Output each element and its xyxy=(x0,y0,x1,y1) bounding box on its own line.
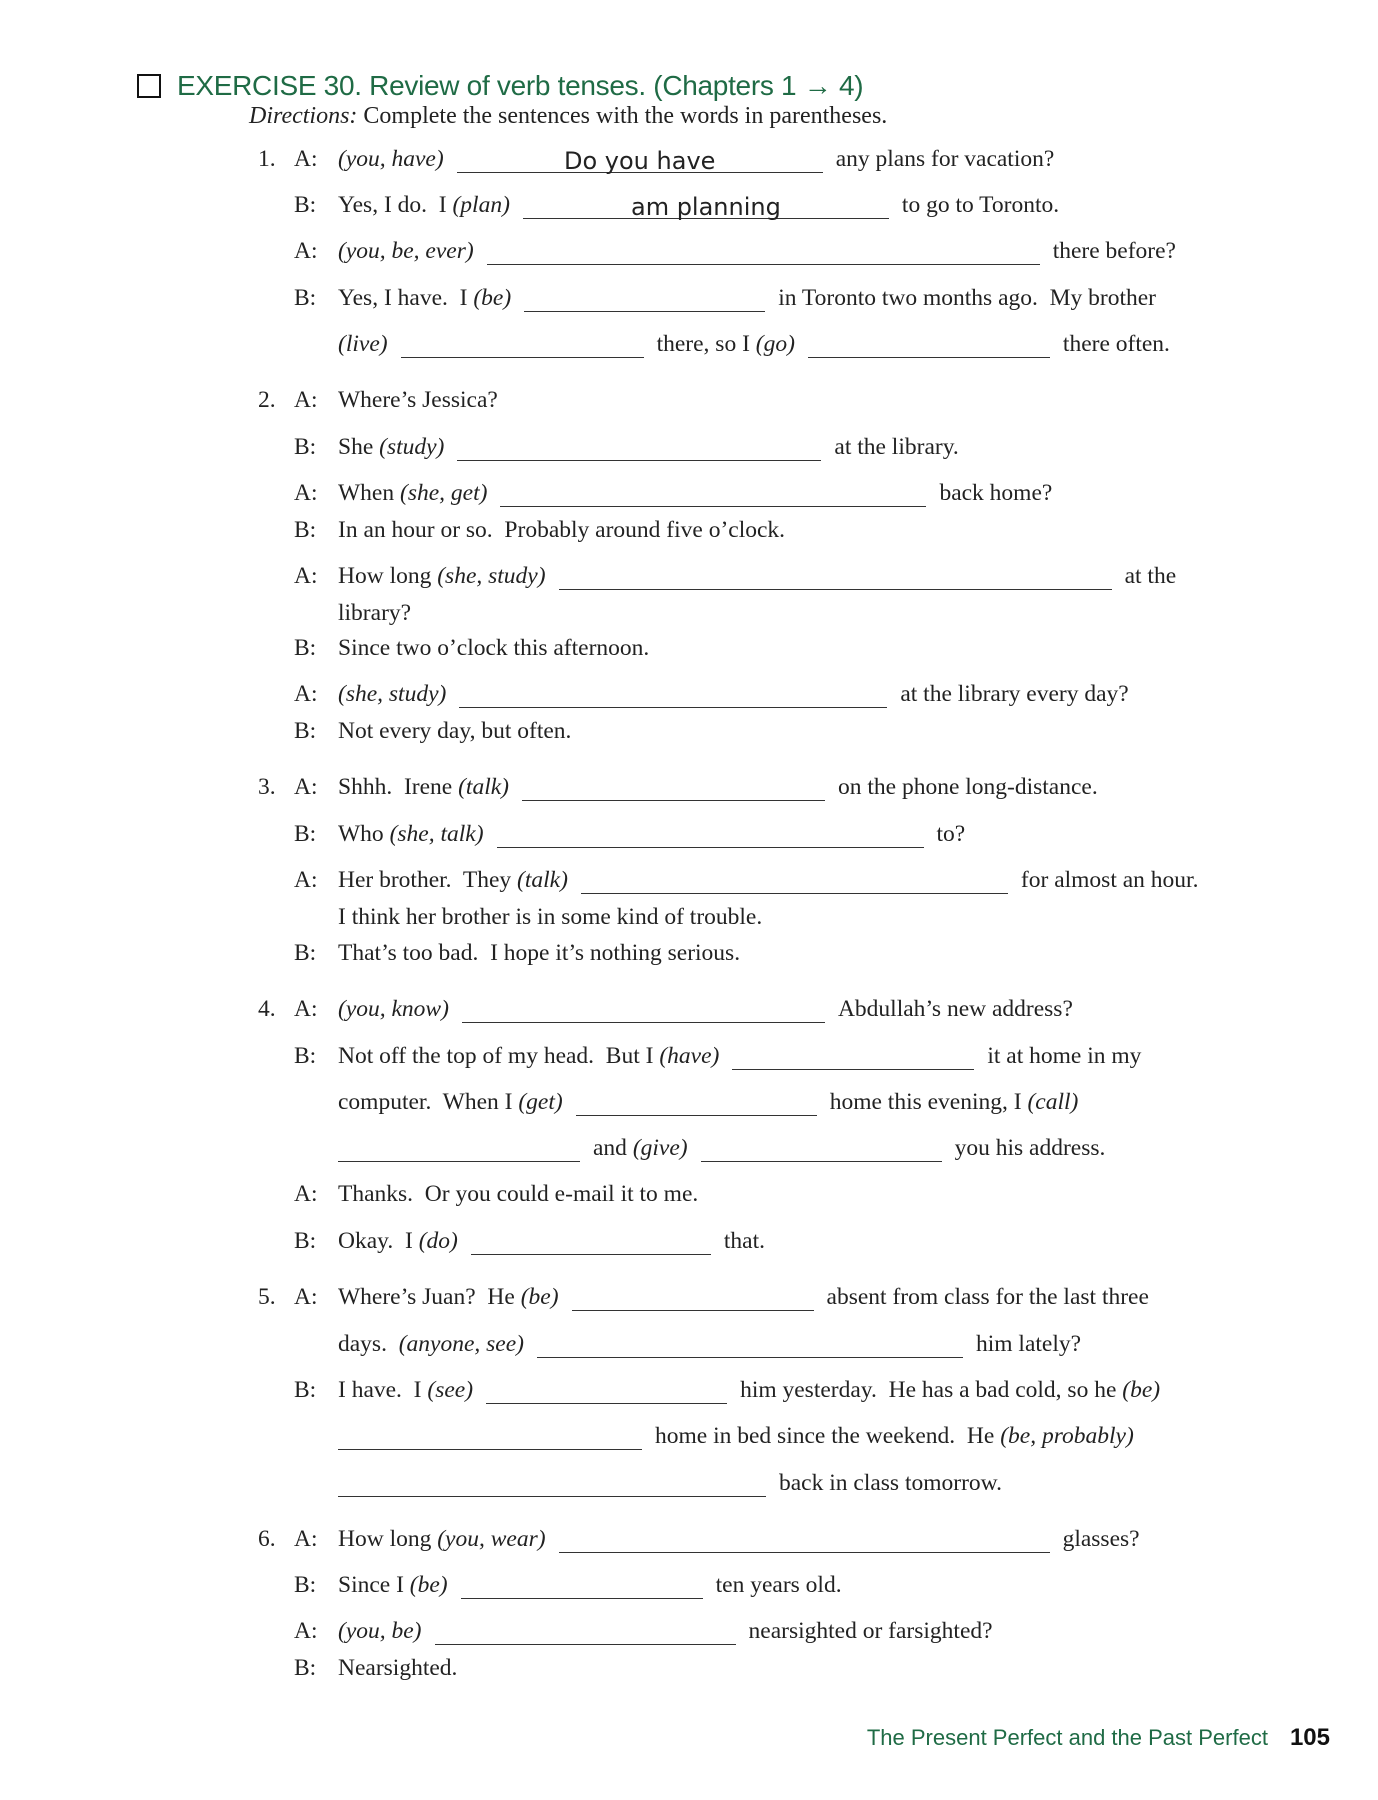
sentence-text: absent from class for the last three xyxy=(826,1284,1149,1310)
verb-cue: (you, wear) xyxy=(437,1526,546,1552)
sentence-text: him lately? xyxy=(975,1331,1082,1357)
verb-cue: (be) xyxy=(520,1284,559,1310)
exercise-line xyxy=(0,1088,1378,1118)
verb-cue: (you, be, ever) xyxy=(338,238,474,264)
line-content xyxy=(338,1421,1134,1450)
speaker-label: A: xyxy=(294,563,318,589)
answer-blank[interactable] xyxy=(581,865,1008,894)
page-footer xyxy=(867,1724,1330,1752)
directions-label: Directions: xyxy=(249,103,358,129)
sentence-text: How long xyxy=(338,1526,438,1552)
sentence-text: In an hour or so. Probably around five o’clock. xyxy=(338,517,786,543)
line-content xyxy=(338,517,785,544)
verb-cue: (study) xyxy=(379,434,445,460)
line-content xyxy=(338,144,1054,173)
verb-cue: (she, get) xyxy=(400,480,488,506)
exercise-line xyxy=(0,1227,1378,1257)
chapter-title: The Present Perfect and the Past Perfect xyxy=(866,1725,1268,1750)
sentence-text: Since two o’clock this afternoon. xyxy=(338,635,650,661)
sentence-text: Okay. I xyxy=(338,1228,419,1254)
answer-blank[interactable] xyxy=(486,1375,727,1404)
verb-cue: (go) xyxy=(755,331,795,357)
sentence-text: Since I xyxy=(338,1572,410,1598)
exercise-line xyxy=(0,717,1378,747)
exercise-line xyxy=(0,237,1378,267)
checkbox-icon xyxy=(137,74,161,98)
line-content xyxy=(338,994,1073,1023)
exercise-line xyxy=(0,939,1378,969)
speaker-label: B: xyxy=(294,1228,317,1254)
answer-blank[interactable] xyxy=(457,432,821,461)
sentence-text: there before? xyxy=(1052,238,1176,264)
answer-blank[interactable] xyxy=(461,1570,703,1599)
speaker-label: A: xyxy=(294,238,318,264)
sentence-text: nearsighted or farsighted? xyxy=(748,1618,993,1644)
verb-cue: (talk) xyxy=(517,867,568,893)
answer-blank[interactable] xyxy=(537,1329,963,1358)
exercise-line xyxy=(0,1180,1378,1210)
answer-blank[interactable] xyxy=(522,772,825,801)
sentence-text: for almost an hour. xyxy=(1020,867,1199,893)
verb-cue: (give) xyxy=(632,1135,688,1161)
answer-blank[interactable] xyxy=(459,679,887,708)
sentence-text: him yesterday. He has a bad cold, so he xyxy=(740,1377,1123,1403)
sentence-text: She xyxy=(338,434,380,460)
verb-cue: (do) xyxy=(418,1228,458,1254)
answer-blank[interactable] xyxy=(338,1468,766,1497)
sentence-text: that. xyxy=(723,1228,765,1254)
answer-blank[interactable] xyxy=(487,236,1040,265)
sentence-text: it at home in my xyxy=(987,1043,1142,1069)
sentence-text: back in class tomorrow. xyxy=(779,1470,1002,1496)
line-content xyxy=(338,432,959,461)
exercise-line xyxy=(0,820,1378,850)
exercise-line xyxy=(0,284,1378,314)
answer-blank[interactable] xyxy=(523,190,889,219)
exercise-line xyxy=(0,433,1378,463)
sentence-text: Where’s Jessica? xyxy=(338,387,498,413)
page-number: 105 xyxy=(1289,1724,1330,1751)
speaker-label: A: xyxy=(294,774,318,800)
exercise-line xyxy=(0,866,1378,896)
line-content xyxy=(338,329,1170,358)
line-content xyxy=(338,478,1052,507)
verb-cue: (she, study) xyxy=(437,563,546,589)
item-number: 3. xyxy=(258,774,276,800)
verb-cue: (be, probably) xyxy=(1000,1423,1134,1449)
line-content xyxy=(338,1570,842,1599)
exercise-line xyxy=(0,1042,1378,1072)
exercise-line xyxy=(0,773,1378,803)
sentence-text: home this evening, I xyxy=(829,1089,1028,1115)
answer-blank[interactable] xyxy=(701,1133,942,1162)
sentence-text: Who xyxy=(338,821,390,847)
speaker-label: A: xyxy=(294,146,318,172)
verb-cue: (have) xyxy=(659,1043,720,1069)
speaker-label: B: xyxy=(294,1655,317,1681)
answer-blank[interactable] xyxy=(572,1282,814,1311)
answer-blank[interactable] xyxy=(576,1087,817,1116)
line-content xyxy=(338,1524,1140,1553)
sentence-text: How long xyxy=(338,563,438,589)
line-content xyxy=(338,635,649,662)
answer-blank[interactable] xyxy=(524,283,765,312)
item-number: 4. xyxy=(258,996,276,1022)
speaker-label: B: xyxy=(294,635,317,661)
exercise-header xyxy=(137,70,863,102)
sentence-text: Her brother. They xyxy=(338,867,518,893)
verb-cue: (be) xyxy=(1122,1377,1161,1403)
sentence-text: at the library every day? xyxy=(900,681,1129,707)
line-content xyxy=(338,1133,1105,1162)
line-content xyxy=(338,679,1129,708)
sentence-text: Where’s Juan? He xyxy=(338,1284,521,1310)
sentence-text: ten years old. xyxy=(715,1572,842,1598)
exercise-line xyxy=(0,386,1378,416)
answer-blank[interactable] xyxy=(559,561,1112,590)
sentence-text: you his address. xyxy=(954,1135,1106,1161)
exercise-line xyxy=(0,1469,1378,1499)
speaker-label: B: xyxy=(294,517,317,543)
answer-blank[interactable] xyxy=(435,1616,736,1645)
exercise-line xyxy=(0,1283,1378,1313)
verb-cue: (live) xyxy=(338,331,388,357)
exercise-line xyxy=(0,1617,1378,1647)
sentence-text: Yes, I do. I xyxy=(338,192,453,218)
line-content xyxy=(338,904,762,931)
exercise-line xyxy=(0,1330,1378,1360)
exercise-line xyxy=(0,1571,1378,1601)
exercise-line xyxy=(0,516,1378,546)
sentence-text: home in bed since the weekend. He xyxy=(655,1423,1001,1449)
speaker-label: B: xyxy=(294,1572,317,1598)
speaker-label: B: xyxy=(294,1043,317,1069)
answer-blank[interactable] xyxy=(559,1524,1050,1553)
answer-blank[interactable] xyxy=(401,329,644,358)
line-content xyxy=(338,865,1198,894)
verb-cue: (talk) xyxy=(458,774,509,800)
item-number: 6. xyxy=(258,1526,276,1552)
speaker-label: B: xyxy=(294,718,317,744)
exercise-line xyxy=(0,145,1378,175)
verb-cue: (plan) xyxy=(452,192,510,218)
sentence-text: Abdullah’s new address? xyxy=(837,996,1073,1022)
sentence-text: I have. I xyxy=(338,1377,428,1403)
answer-blank[interactable] xyxy=(732,1041,974,1070)
exercise-line xyxy=(0,1654,1378,1684)
line-content xyxy=(338,387,498,414)
exercise-line xyxy=(0,1134,1378,1164)
line-content xyxy=(338,1041,1141,1070)
speaker-label: B: xyxy=(294,285,317,311)
speaker-label: A: xyxy=(294,1618,318,1644)
line-content xyxy=(338,772,1098,801)
speaker-label: A: xyxy=(294,1284,318,1310)
line-content xyxy=(338,236,1176,265)
line-content xyxy=(338,1181,698,1208)
verb-cue: (call) xyxy=(1027,1089,1079,1115)
sentence-text: Yes, I have. I xyxy=(338,285,474,311)
answer-blank[interactable] xyxy=(497,819,924,848)
verb-cue: (you, have) xyxy=(338,146,444,172)
sentence-text: in Toronto two months ago. My brother xyxy=(778,285,1157,311)
sentence-text: Thanks. Or you could e-mail it to me. xyxy=(338,1181,699,1207)
exercise-line xyxy=(0,634,1378,664)
directions-text: Complete the sentences with the words in parentheses. xyxy=(357,103,888,129)
answer-blank[interactable] xyxy=(338,1133,580,1162)
exercise-line xyxy=(0,479,1378,509)
sentence-text: to? xyxy=(936,821,966,847)
speaker-label: B: xyxy=(294,940,317,966)
line-content xyxy=(338,190,1059,219)
speaker-label: A: xyxy=(294,681,318,707)
speaker-label: A: xyxy=(294,867,318,893)
sentence-text: there, so I xyxy=(656,331,756,357)
speaker-label: A: xyxy=(294,1181,318,1207)
line-content xyxy=(338,1655,457,1682)
item-number: 5. xyxy=(258,1284,276,1310)
sentence-text: to go to Toronto. xyxy=(901,192,1060,218)
sentence-text: That’s too bad. I hope it’s nothing serious. xyxy=(338,940,741,966)
speaker-label: B: xyxy=(294,434,317,460)
exercise-line xyxy=(0,903,1378,933)
sentence-text: on the phone long-distance. xyxy=(837,774,1098,800)
speaker-label: B: xyxy=(294,1377,317,1403)
verb-cue: (she, talk) xyxy=(389,821,484,847)
line-content xyxy=(338,1087,1078,1116)
line-content xyxy=(338,1616,993,1645)
exercise-line xyxy=(0,191,1378,221)
sentence-text: any plans for vacation? xyxy=(835,146,1055,172)
verb-cue: (you, know) xyxy=(338,996,449,1022)
exercise-line xyxy=(0,1525,1378,1555)
exercise-line xyxy=(0,599,1378,629)
speaker-label: A: xyxy=(294,1526,318,1552)
answer-blank[interactable] xyxy=(500,478,926,507)
verb-cue: (be) xyxy=(409,1572,448,1598)
speaker-label: B: xyxy=(294,192,317,218)
sentence-text: Shhh. Irene xyxy=(338,774,459,800)
exercise-line xyxy=(0,680,1378,710)
line-content xyxy=(338,600,411,627)
line-content xyxy=(338,1226,765,1255)
verb-cue: (anyone, see) xyxy=(398,1331,524,1357)
sentence-text: Nearsighted. xyxy=(338,1655,458,1681)
answer-blank[interactable] xyxy=(462,994,825,1023)
exercise-line xyxy=(0,562,1378,592)
sentence-text: and xyxy=(593,1135,633,1161)
answer-text: am planning xyxy=(630,193,781,221)
verb-cue: (you, be) xyxy=(338,1618,422,1644)
line-content xyxy=(338,1468,1002,1497)
line-content xyxy=(338,718,571,745)
answer-text: Do you have xyxy=(564,147,716,175)
sentence-text: at the library. xyxy=(834,434,959,460)
verb-cue: (she, study) xyxy=(338,681,447,707)
sentence-text: library? xyxy=(338,600,412,626)
speaker-label: A: xyxy=(294,480,318,506)
sentence-text: days. xyxy=(338,1331,399,1357)
verb-cue: (be) xyxy=(473,285,512,311)
line-content xyxy=(338,561,1176,590)
exercise-line xyxy=(0,1422,1378,1452)
sentence-text: back home? xyxy=(939,480,1053,506)
sentence-text: at the xyxy=(1124,563,1177,589)
exercise-title: EXERCISE 30. Review of verb tenses. (Chapters 1 → 4) xyxy=(177,70,864,101)
line-content xyxy=(338,283,1156,312)
sentence-text: When xyxy=(338,480,400,506)
verb-cue: (get) xyxy=(518,1089,563,1115)
line-content xyxy=(338,1282,1149,1311)
speaker-label: B: xyxy=(294,821,317,847)
sentence-text: Not off the top of my head. But I xyxy=(338,1043,660,1069)
sentence-text: glasses? xyxy=(1062,1526,1140,1552)
directions xyxy=(249,103,887,130)
speaker-label: A: xyxy=(294,996,318,1022)
answer-blank[interactable] xyxy=(471,1226,711,1255)
sentence-text: there often. xyxy=(1062,331,1170,357)
answer-blank[interactable] xyxy=(338,1421,642,1450)
item-number: 2. xyxy=(258,387,276,413)
line-content xyxy=(338,940,740,967)
sentence-text: computer. When I xyxy=(338,1089,519,1115)
verb-cue: (see) xyxy=(427,1377,474,1403)
line-content xyxy=(338,819,965,848)
sentence-text: Not every day, but often. xyxy=(338,718,572,744)
answer-blank[interactable] xyxy=(457,144,823,173)
answer-blank[interactable] xyxy=(808,329,1050,358)
exercise-line xyxy=(0,1376,1378,1406)
exercise-line xyxy=(0,995,1378,1025)
speaker-label: A: xyxy=(294,387,318,413)
line-content xyxy=(338,1375,1160,1404)
exercise-line xyxy=(0,330,1378,360)
line-content xyxy=(338,1329,1081,1358)
item-number: 1. xyxy=(258,146,276,172)
sentence-text: I think her brother is in some kind of trouble. xyxy=(338,904,763,930)
